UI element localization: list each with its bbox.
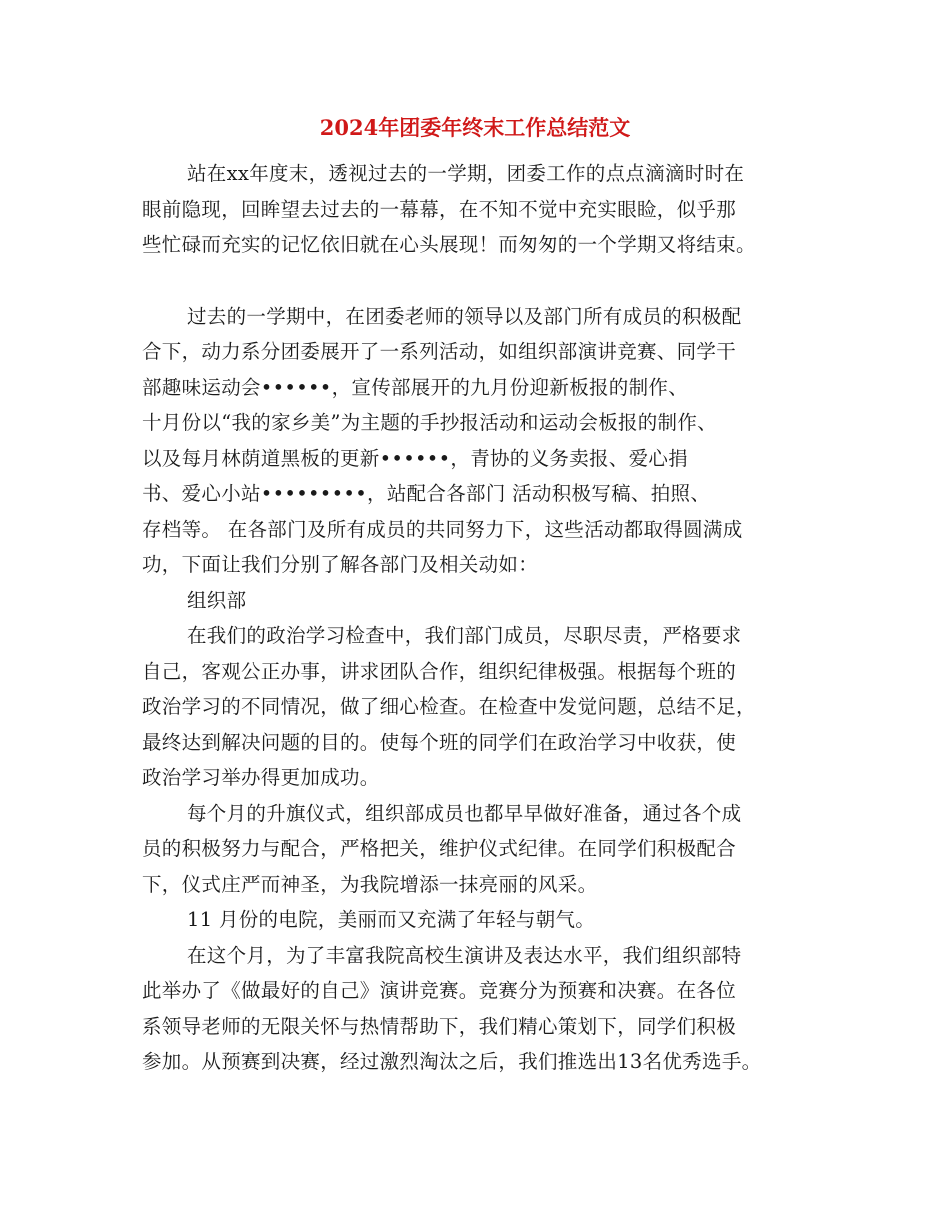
text-line: 每个月的升旗仪式，组织部成员也都早早做好准备，通过各个成	[187, 801, 742, 825]
text-line: 11 月份的电院，美丽而又充满了年轻与朝气。	[187, 908, 596, 931]
text-line: 部趣味运动会••••••，宣传部展开的九月份迎新板报的制作、	[142, 375, 689, 399]
text-line: 书、爱心小站•••••••••，站配合各部门 活动积极写稿、拍照、	[142, 482, 711, 505]
text-line: 下，仪式庄严而神圣，为我院增添一抹亮丽的风采。	[142, 872, 598, 896]
document-title: 2024年团委年终末工作总结范文	[319, 115, 631, 140]
section-heading: 组织部	[187, 588, 247, 612]
text-line: 政治学习举办得更加成功。	[142, 766, 380, 789]
text-line: 功，下面让我们分别了解各部门及相关动如：	[142, 553, 539, 576]
text-line: 最终达到解决问题的目的。使每个班的同学们在政治学习中收获，使	[142, 730, 737, 754]
text-line: 参加。从预赛到决赛，经过激烈淘汰之后，我们推选出13名优秀选手。	[142, 1050, 762, 1073]
text-line: 员的积极努力与配合，严格把关，维护仪式纪律。在同学们积极配合	[142, 837, 737, 860]
text-line: 十月份以“我的家乡美”为主题的手抄报活动和运动会板报的制作、	[142, 411, 717, 434]
text-line: 存档等。 在各部门及所有成员的共同努力下，这些活动都取得圆满成	[142, 517, 743, 541]
text-line: 系领导老师的无限关怀与热情帮助下，我们精心策划下，同学们积极	[142, 1014, 737, 1038]
text-line: 过去的一学期中，在团委老师的领导以及部门所有成员的积极配	[187, 304, 742, 328]
text-line: 政治学习的不同情况，做了细心检查。在检查中发觉问题，总结不足，	[142, 695, 756, 718]
text-line: 站在xx年度末，透视过去的一学期，团委工作的点点滴滴时时在	[187, 162, 745, 185]
text-line: 此举办了《做最好的自己》演讲竞赛。竞赛分为预赛和决赛。在各位	[142, 979, 737, 1002]
text-line: 以及每月林荫道黑板的更新••••••，青协的义务卖报、爱心捐	[142, 446, 689, 470]
text-line: 合下，动力系分团委展开了一系列活动，如组织部演讲竞赛、同学干	[142, 340, 737, 363]
blank-line	[142, 263, 822, 299]
text-line: 眼前隐现，回眸望去过去的一幕幕，在不知不觉中充实眼睑，似乎那	[142, 197, 737, 221]
text-line: 在这个月，为了丰富我院高校生演讲及表达水平，我们组织部特	[187, 943, 742, 967]
text-line: 些忙碌而充实的记忆依旧就在心头展现！而匆匆的一个学期又将结束。	[142, 233, 756, 256]
text-line: 在我们的政治学习检查中，我们部门成员，尽职尽责，严格要求	[187, 624, 742, 647]
document-body	[142, 156, 822, 1080]
text-line: 自己，客观公正办事，讲求团队合作，组织纪律极强。根据每个班的	[142, 659, 737, 683]
